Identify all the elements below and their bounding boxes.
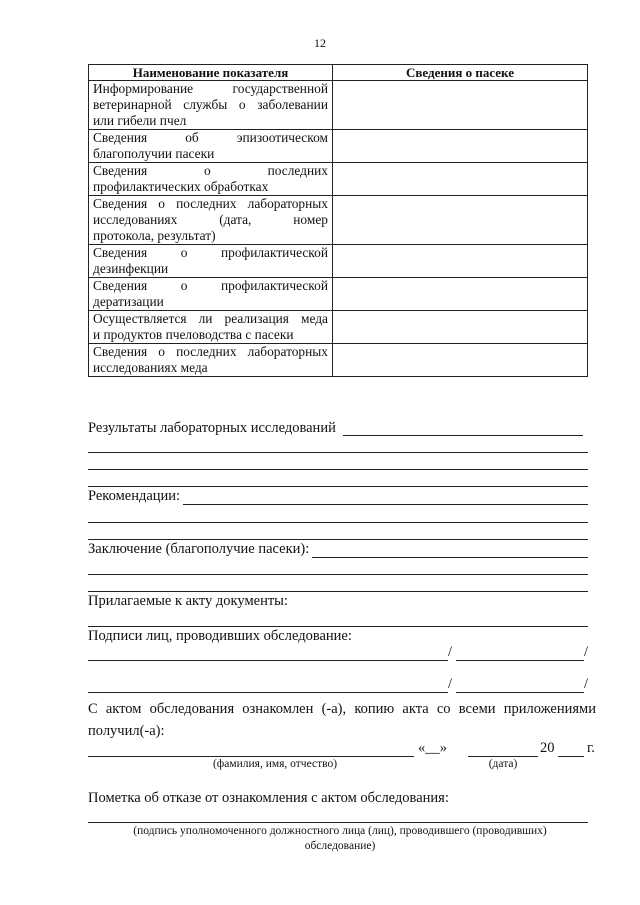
page-number: 12 <box>314 36 326 50</box>
indicator-name-line: Осуществляется ли реализация меда <box>93 311 328 326</box>
apiary-info-cell[interactable] <box>333 130 588 163</box>
apiary-info-cell[interactable] <box>333 196 588 245</box>
indicator-name-line: протокола, результат) <box>93 228 216 243</box>
indicator-name-line: Сведения о последних <box>93 163 328 178</box>
signature-2-slash-end: / <box>584 676 589 692</box>
indicator-name-line: и продуктов пчеловодства с пасеки <box>93 327 294 342</box>
date-quote-open: «__» <box>418 740 447 756</box>
lab-results-line-4[interactable] <box>88 486 588 487</box>
indicator-name-line: дератизации <box>93 294 164 309</box>
indicator-name-line: Сведения о последних лабораторных <box>93 196 328 211</box>
date-year-suffix: г. <box>587 740 595 756</box>
indicator-name-line: Сведения об эпизоотическом <box>93 130 328 145</box>
signatures-label: Подписи лиц, проводивших обследование: <box>88 628 352 644</box>
apiary-info-cell[interactable] <box>333 278 588 311</box>
indicator-name-line: Сведения о профилактической <box>93 278 328 293</box>
apiary-info-cell[interactable] <box>333 163 588 196</box>
header-indicator-name: Наименование показателя <box>89 65 333 81</box>
date-year-line[interactable] <box>558 756 584 757</box>
indicator-name-line: Информирование государственной <box>93 81 328 96</box>
signature-1-name-line[interactable] <box>88 660 448 661</box>
refusal-line[interactable] <box>88 822 588 823</box>
indicator-name-cell <box>89 163 333 196</box>
indicator-name-line: исследованиях (дата, номер <box>93 212 328 227</box>
indicator-name-cell <box>89 278 333 311</box>
signature-2-name-line[interactable] <box>88 692 448 693</box>
table-row <box>89 196 588 245</box>
indicator-name-line: профилактических обработках <box>93 179 269 194</box>
indicator-name-cell <box>89 196 333 245</box>
signature-1-slash: / <box>448 644 453 660</box>
indicator-name-line: дезинфекции <box>93 261 169 276</box>
recommendations-line-2[interactable] <box>88 522 588 523</box>
caption-date: (дата) <box>488 758 518 770</box>
refusal-label: Пометка об отказе от ознакомления с актом обследования: <box>88 790 449 806</box>
indicator-name-line: Сведения о профилактической <box>93 245 328 260</box>
indicator-name-cell <box>89 245 333 278</box>
recommendations-line-1[interactable] <box>183 504 588 505</box>
apiary-info-table <box>88 64 588 377</box>
conclusion-line-3[interactable] <box>88 591 588 592</box>
signature-2-slash: / <box>448 676 453 692</box>
signature-1-sign-line[interactable] <box>456 660 584 661</box>
refusal-caption: (подпись уполномоченного должностного лица (лиц), проводившего (проводивших) обследование) <box>133 825 547 852</box>
date-month-line[interactable] <box>468 756 538 757</box>
indicator-name-cell <box>89 130 333 163</box>
attached-docs-label: Прилагаемые к акту документы: <box>88 593 288 609</box>
conclusion-label: Заключение (благополучие пасеки): <box>88 541 310 557</box>
acknowledgement-name-line[interactable] <box>88 756 414 757</box>
indicator-name-cell <box>89 81 333 130</box>
conclusion-line-1[interactable] <box>312 557 588 558</box>
indicator-name-line: благополучии пасеки <box>93 146 215 161</box>
conclusion-line-2[interactable] <box>88 574 588 575</box>
signature-1-slash-end: / <box>584 644 589 660</box>
table-row <box>89 278 588 311</box>
lab-results-line-3[interactable] <box>88 469 588 470</box>
indicator-name-cell <box>89 311 333 344</box>
table-row <box>89 311 588 344</box>
acknowledgement-text: С актом обследования ознакомлен (-а), копию акта со всеми приложениями получил(-а): <box>88 701 596 739</box>
header-apiary-info: Сведения о пасеке <box>333 65 588 81</box>
date-year-prefix: 20 <box>540 740 555 756</box>
lab-results-line-2[interactable] <box>88 452 588 453</box>
table-row <box>89 163 588 196</box>
indicator-name-line: ветеринарной службы о заболевании <box>93 97 328 112</box>
lab-results-line-1[interactable] <box>343 435 583 436</box>
indicator-name-line: или гибели пчел <box>93 113 187 128</box>
apiary-info-cell[interactable] <box>333 311 588 344</box>
apiary-info-cell[interactable] <box>333 245 588 278</box>
apiary-info-cell[interactable] <box>333 81 588 130</box>
table-row <box>89 245 588 278</box>
attached-docs-line[interactable] <box>88 626 588 627</box>
table-row <box>89 344 588 377</box>
indicator-name-line: исследованиях меда <box>93 360 208 375</box>
table-row <box>89 81 588 130</box>
apiary-info-cell[interactable] <box>333 344 588 377</box>
recommendations-line-3[interactable] <box>88 539 588 540</box>
signature-2-sign-line[interactable] <box>456 692 584 693</box>
indicator-name-cell <box>89 344 333 377</box>
indicator-name-line: Сведения о последних лабораторных <box>93 344 328 359</box>
lab-results-label: Результаты лабораторных исследований <box>88 420 336 436</box>
table-row <box>89 130 588 163</box>
caption-full-name: (фамилия, имя, отчество) <box>212 758 338 770</box>
recommendations-label: Рекомендации: <box>88 488 181 504</box>
